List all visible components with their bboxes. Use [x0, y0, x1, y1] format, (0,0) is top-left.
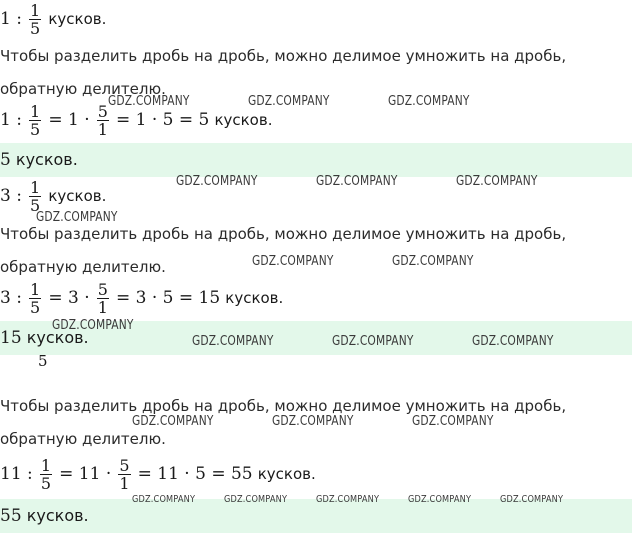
watermark: GDZ.COMPANY: [332, 334, 414, 349]
watermark: GDZ.COMPANY: [36, 210, 118, 225]
watermark: GDZ.COMPANY: [392, 254, 474, 269]
watermark: GDZ.COMPANY: [248, 94, 330, 109]
rule-line-1: Чтобы разделить дробь на дробь, можно делимое умножить на дробь,: [0, 47, 567, 65]
rule-line-1: Чтобы разделить дробь на дробь, можно делимое умножить на дробь,: [0, 225, 567, 243]
problem-1-answer: 5 кусков.: [0, 150, 78, 170]
problem-2-equation: 3 : $\frac{1}{5}$ = 3 · $\frac{5}{1}$ = 3 · 5 = 15 кусков.: [0, 280, 284, 317]
watermark: GDZ.COMPANY: [132, 494, 196, 505]
clipped-fraction-denominator: 5: [38, 352, 48, 370]
watermark: GDZ.COMPANY: [316, 174, 398, 189]
watermark: GDZ.COMPANY: [108, 94, 190, 109]
rule-line-2: обратную делителю.: [0, 430, 166, 448]
watermark: GDZ.COMPANY: [472, 334, 554, 349]
problem-2-answer: 15 кусков.: [0, 328, 89, 348]
answer-band: [0, 143, 632, 177]
watermark: GDZ.COMPANY: [176, 174, 258, 189]
watermark: GDZ.COMPANY: [408, 494, 472, 505]
rule-line-2: обратную делителю.: [0, 80, 166, 98]
rule-line-1: Чтобы разделить дробь на дробь, можно делимое умножить на дробь,: [0, 397, 567, 415]
watermark: GDZ.COMPANY: [456, 174, 538, 189]
fraction: $\frac{1}{5}$: [30, 1, 41, 38]
fraction: $\frac{1}{5}$: [30, 178, 41, 215]
watermark: GDZ.COMPANY: [224, 494, 288, 505]
fraction: $\frac{1}{5}$: [40, 456, 52, 493]
watermark: GDZ.COMPANY: [500, 494, 564, 505]
fraction: $\frac{1}{5}$: [30, 102, 41, 139]
problem-2-prompt: 3 : $\frac{1}{5}$ кусков.: [0, 178, 107, 215]
unit-word: кусков.: [48, 10, 107, 28]
problem-3-equation: 11 : $\frac{1}{5}$ = 11 · $\frac{5}{1}$ = 11 · 5 = 55 кусков.: [0, 456, 316, 493]
watermark: GDZ.COMPANY: [132, 414, 214, 429]
reciprocal-fraction: $\frac{5}{1}$: [119, 456, 130, 493]
watermark: GDZ.COMPANY: [316, 494, 380, 505]
watermark: GDZ.COMPANY: [272, 414, 354, 429]
reciprocal-fraction: $\frac{5}{1}$: [97, 280, 108, 317]
reciprocal-fraction: $\frac{5}{1}$: [97, 102, 108, 139]
problem-3-answer: 55 кусков.: [0, 506, 89, 526]
watermark: GDZ.COMPANY: [52, 318, 134, 333]
watermark: GDZ.COMPANY: [412, 414, 494, 429]
problem-1-prompt: [0, 2, 106, 37]
fraction: $\frac{1}{5}$: [30, 280, 41, 317]
problem-1-equation: 1 : $\frac{1}{5}$ = 1 · $\frac{5}{1}$ = 1 · 5 = 5 кусков.: [0, 102, 273, 139]
watermark: GDZ.COMPANY: [192, 334, 274, 349]
watermark: GDZ.COMPANY: [388, 94, 470, 109]
watermark: GDZ.COMPANY: [252, 254, 334, 269]
rule-line-2: обратную делителю.: [0, 258, 166, 276]
dividend: 1 :: [0, 9, 22, 29]
